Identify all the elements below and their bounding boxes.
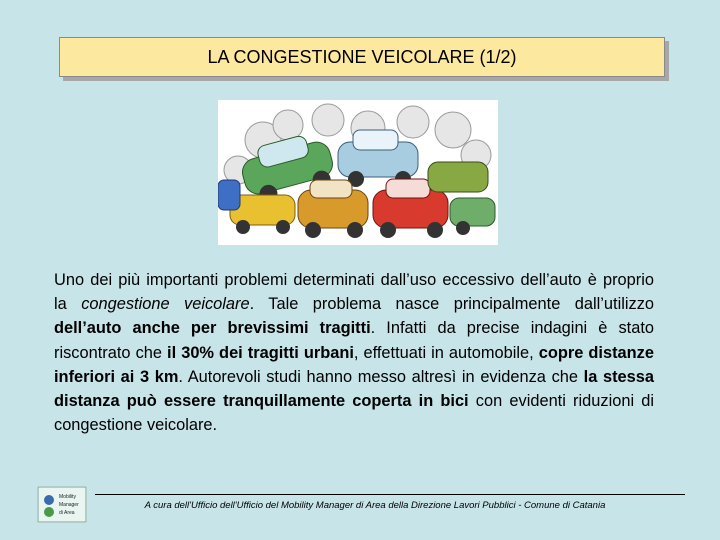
italic-term: congestione veicolare xyxy=(81,295,250,314)
text-part: , effettuati in automobile, xyxy=(353,343,539,362)
bold-phrase: la stessa distanza può essere tranquillamente coperta in bici xyxy=(54,367,654,411)
text-part: con evidenti riduzioni di congestione veicolare. xyxy=(54,392,655,435)
logo-text-line: Mobility xyxy=(59,494,76,500)
bold-phrase: il 30% dei tragitti urbani xyxy=(167,343,354,362)
text-part: . Autorevoli studi hanno messo altresì in evidenza che xyxy=(178,367,584,386)
traffic-jam-illustration xyxy=(218,100,498,245)
slide-title xyxy=(59,37,665,77)
bold-phrase: dell’auto anche per brevissimi tragitti xyxy=(54,319,371,338)
footer-divider xyxy=(95,494,685,495)
footer-credit: A cura dell'Ufficio dell'Ufficio del Mobility Manager di Area della Direzione Lavori Pubblici - Comune di Catania xyxy=(144,500,606,511)
logo-text-line: Manager xyxy=(59,502,79,508)
bold-phrase: copre distanze inferiori ai 3 km xyxy=(54,343,654,386)
logo-text-line: di Area xyxy=(59,510,75,516)
text-part: . Infatti da precise indagini è stato riscontrato che xyxy=(54,319,655,362)
slide-title-text: LA CONGESTIONE VEICOLARE (1/2) xyxy=(207,46,517,67)
body-paragraph xyxy=(54,268,654,437)
text-part: Uno dei più importanti problemi determinati dall’uso eccessivo dell’auto è proprio la xyxy=(54,271,654,314)
text-part: . Tale problema nasce principalmente dall’utilizzo xyxy=(249,295,654,314)
mobility-manager-logo xyxy=(37,486,87,523)
